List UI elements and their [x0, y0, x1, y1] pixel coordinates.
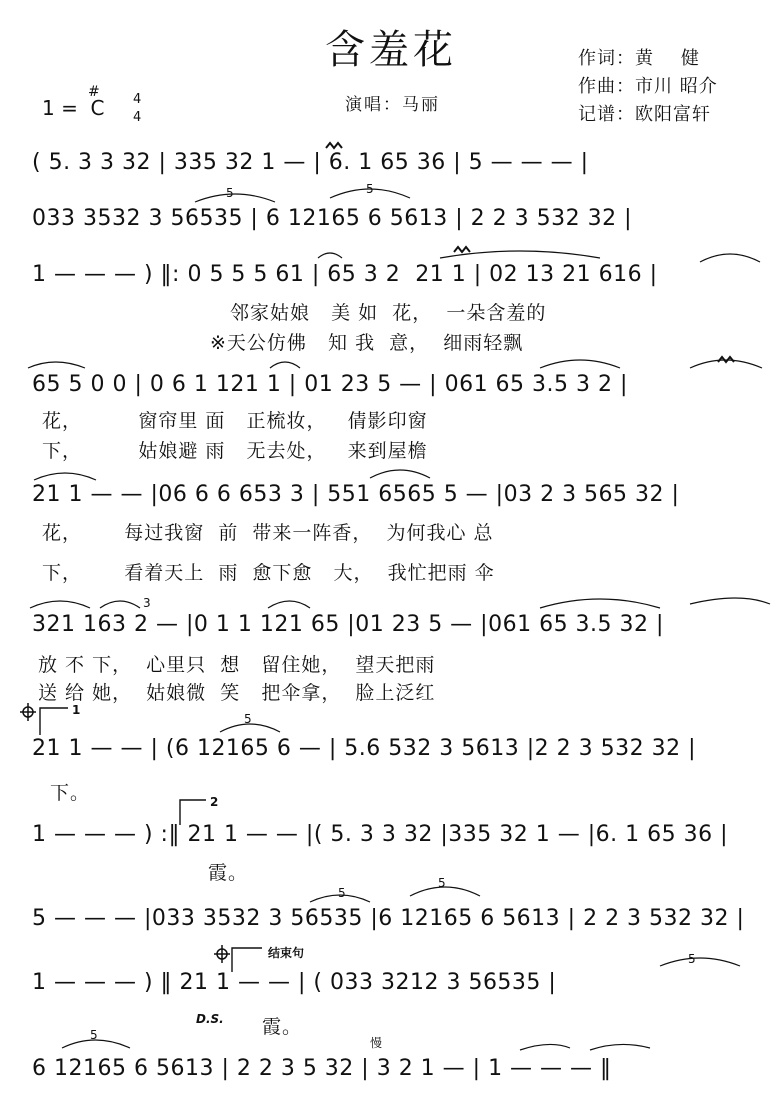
slur [100, 601, 140, 608]
time-signature-bottom: 4 [133, 110, 142, 125]
lyricist-credit: 作词：黄 健 [578, 48, 700, 69]
staff-row-3: 1 — — — ) ‖: 0 5 5 5 61 | 65 3 2 21 1 | 02 13 21 616 | [32, 262, 658, 287]
slur [195, 194, 275, 202]
lyric-line: 下， 姑娘避 雨 无去处， 来到屋檐 [42, 440, 428, 462]
slur [62, 1040, 130, 1048]
sharp-sign: # [88, 84, 100, 100]
ending-1-label: 1 [72, 703, 81, 717]
ending-2-label: 2 [210, 795, 219, 809]
lyric-line: 送 给 她， 姑娘微 笑 把伞拿， 脸上泛红 [38, 682, 436, 704]
lyric-line: 花， 窗帘里 面 正梳妆， 倩影印窗 [42, 410, 428, 432]
ending-phrase-label: 结束句 [268, 946, 305, 960]
song-title: 含羞花 [325, 27, 457, 73]
lyric-line: 霞。 [208, 862, 249, 884]
ending-phrase-bracket [232, 948, 262, 972]
staff-row-7: 21 1 — — | (6 12165 6 — | 5.6 532 3 5613 |2 2 3 532 32 | [32, 736, 697, 761]
slur [540, 360, 620, 368]
singer-credit: 演唱：马丽 [345, 95, 440, 115]
staff-row-4: 65 5 0 0 | 0 6 1 121 1 | 01 23 5 — | 061 65 3.5 3 2 | [32, 372, 628, 397]
slur [318, 253, 342, 258]
key-signature: 1 = C [42, 96, 105, 120]
tuplet-number: 5 [366, 182, 374, 196]
staff-row-11: 6 12165 6 5613 | 2 2 3 5 32 | 3 2 1 — | 1 — — — ‖ [32, 1056, 612, 1081]
slur [34, 473, 96, 480]
coda-sign [20, 703, 36, 721]
repeat-fermata [326, 143, 734, 362]
slur [590, 1044, 650, 1050]
tuplet-number: 5 [338, 886, 346, 900]
ending-2-bracket [180, 800, 206, 825]
slur [310, 895, 370, 902]
slur [540, 599, 660, 608]
ending-1-bracket [40, 708, 68, 735]
lyric-line: 下。 [50, 782, 91, 804]
staff-row-8: 1 — — — ) :‖ 21 1 — — |( 5. 3 3 32 |335 32 1 — |6. 1 65 36 | [32, 822, 728, 847]
slur [220, 724, 280, 732]
transcriber-credit: 记谱：欧阳富轩 [578, 104, 711, 125]
staff-row-2: 033 3532 3 56535 | 6 12165 6 5613 | 2 2 3 532 32 | [32, 206, 633, 231]
slur [440, 251, 600, 258]
slur [660, 958, 740, 966]
slur [30, 601, 90, 608]
slur [270, 362, 300, 368]
lyric-line: 下， 看着天上 雨 愈下愈 大， 我忙把雨 伞 [42, 562, 495, 584]
tuplet-number: 5 [688, 952, 696, 966]
staff-row-5: 21 1 — — |06 6 6 653 3 | 551 6565 5 — |03 2 3 565 32 | [32, 482, 680, 507]
staff-row-10: 1 — — — ) ‖ 21 1 — — | ( 033 3212 3 56535 | [32, 970, 557, 995]
slur [410, 887, 480, 896]
lyric-line: 花， 每过我窗 前 带来一阵香， 为何我心 总 [42, 522, 494, 544]
lyric-line: 霞。 [262, 1016, 303, 1038]
slur [330, 189, 410, 198]
staff-row-6: 321 163 2 — |0 1 1 121 65 |01 23 5 — |061 65 3.5 32 | [32, 612, 664, 637]
coda-sign [214, 945, 230, 963]
tuplet-number: 5 [438, 876, 446, 890]
tuplet-number: 5 [90, 1028, 98, 1042]
slur [700, 254, 760, 262]
slur [690, 598, 770, 604]
staff-row-9: 5 — — — |033 3532 3 56535 |6 12165 6 5613 | 2 2 3 532 32 | [32, 906, 745, 931]
grace-note: 3 [143, 596, 151, 610]
slur [370, 470, 430, 478]
tempo-marking: 慢 [370, 1036, 383, 1050]
time-signature-top: 4 [133, 92, 142, 107]
tuplet-number: 5 [226, 186, 234, 200]
lyric-line: ※天公仿佛 知 我 意， 细雨轻飘 [210, 332, 524, 354]
slur [520, 1044, 570, 1050]
lyric-line: 放 不 下， 心里只 想 留住她， 望天把雨 [38, 654, 436, 676]
lyric-line: 邻家姑娘 美 如 花， 一朵含羞的 [230, 302, 547, 324]
tuplet-number: 5 [244, 712, 252, 726]
composer-credit: 作曲：市川 昭介 [578, 76, 718, 97]
slur [28, 362, 85, 368]
ds-marking: D.S. [196, 1012, 224, 1026]
slur [268, 601, 310, 608]
staff-row-1: ( 5. 3 3 32 | 335 32 1 — | 6. 1 65 36 | 5 — — — | [32, 150, 589, 175]
